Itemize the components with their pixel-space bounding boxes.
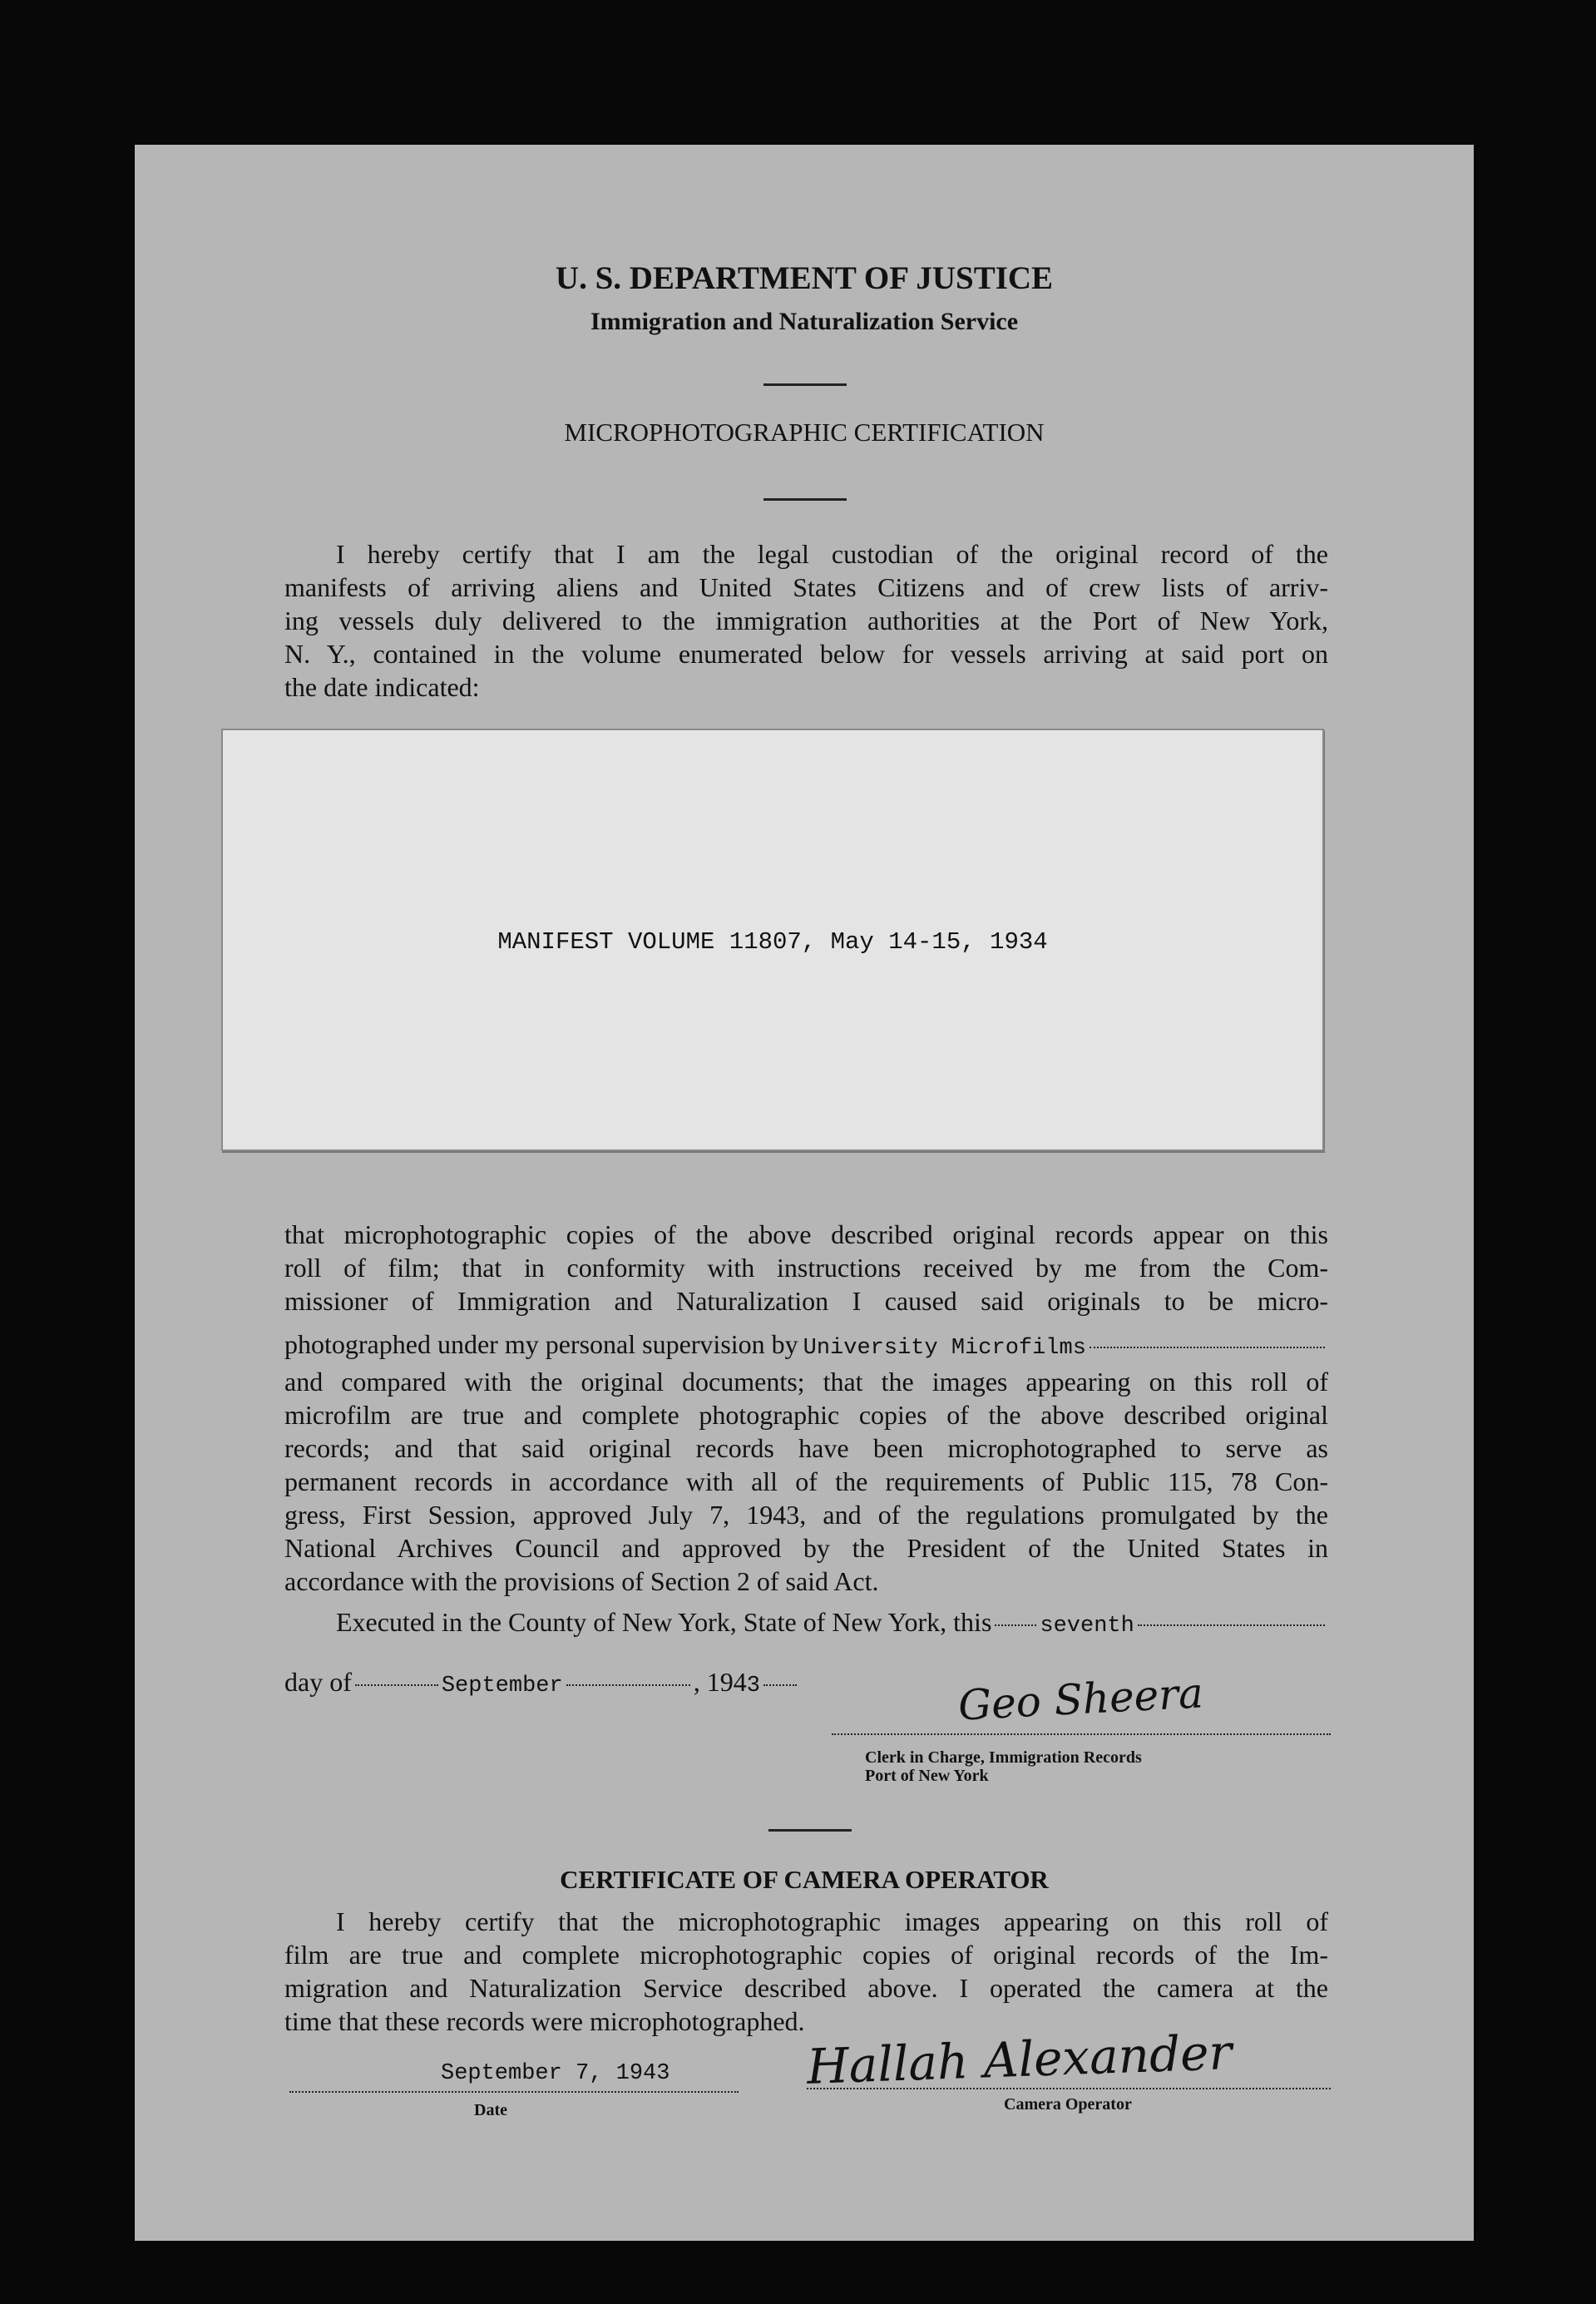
intro-line: I hereby certify that I am the legal custodian of the original record of the xyxy=(336,539,1328,569)
intro-line: manifests of arriving aliens and United States Citizens and of crew lists of arriv- xyxy=(284,572,1328,602)
dotted-fill-line xyxy=(763,1684,797,1686)
year-value: 3 xyxy=(746,1674,760,1698)
certification-title: MICROPHOTOGRAPHIC CERTIFICATION xyxy=(564,418,1045,447)
camera-date-value: September 7, 1943 xyxy=(441,2061,670,2086)
month-value: September xyxy=(441,1674,563,1698)
camera-line: time that these records were microphotographed. xyxy=(284,2006,805,2036)
dotted-fill-line xyxy=(1138,1624,1325,1626)
camera-date-label: Date xyxy=(474,2101,507,2119)
clerk-location: Port of New York xyxy=(865,1767,989,1785)
certificate-page xyxy=(135,145,1474,2241)
manifest-volume-label: MANIFEST VOLUME 11807, May 14-15, 1934 xyxy=(497,928,1048,956)
year-prefix: , 194 xyxy=(693,1667,747,1697)
executed-prefix: Executed in the County of New York, State of New York, this xyxy=(336,1607,992,1637)
service-subtitle: Immigration and Naturalization Service xyxy=(590,308,1019,335)
body-line: National Archives Council and approved by the President of the United States in xyxy=(284,1533,1328,1563)
dotted-fill-line xyxy=(355,1684,438,1686)
header-divider xyxy=(763,383,847,386)
title-divider xyxy=(763,498,847,501)
camera-line: migration and Naturalization Service described above. I operated the camera at the xyxy=(284,1973,1328,2003)
body-line: microfilm are true and complete photographic copies of the above described original xyxy=(284,1400,1328,1430)
body-line: permanent records in accordance with all of the requirements of Public 115, 78 Con- xyxy=(284,1466,1328,1496)
body-line: accordance with the provisions of Section 2 of said Act. xyxy=(284,1566,879,1596)
body-line: records; and that said original records have been microphotographed to serve as xyxy=(284,1433,1328,1463)
executed-line xyxy=(284,1605,1328,1643)
date-line xyxy=(284,1665,800,1703)
dotted-fill-line xyxy=(1090,1347,1325,1348)
camera-paragraph xyxy=(284,1905,1328,2038)
day-value: seventh xyxy=(1040,1614,1134,1639)
day-of-label: day of xyxy=(284,1667,352,1697)
body-line: missioner of Immigration and Naturalization I caused said originals to be micro- xyxy=(284,1286,1328,1316)
intro-paragraph xyxy=(284,537,1328,704)
supervision-value: University Microfilms xyxy=(803,1336,1086,1361)
body-line: roll of film; that in conformity with instructions received by me from the Com- xyxy=(284,1253,1328,1283)
body-line: and compared with the original documents; that the images appearing on this roll of xyxy=(284,1367,1328,1397)
intro-line: the date indicated: xyxy=(284,672,480,702)
body-paragraph xyxy=(284,1218,1328,1598)
camera-line: film are true and complete microphotographic copies of original records of the Im- xyxy=(284,1940,1328,1970)
clerk-title: Clerk in Charge, Immigration Records xyxy=(865,1748,1142,1767)
agency-title: U. S. DEPARTMENT OF JUSTICE xyxy=(555,260,1054,296)
section-divider xyxy=(768,1829,852,1832)
camera-date-line xyxy=(289,2091,739,2093)
clerk-signature: Geo Sheera xyxy=(956,1669,1205,1730)
body-line: gress, First Session, approved July 7, 1943, and of the regulations promulgated by the xyxy=(284,1500,1328,1530)
camera-line: I hereby certify that the microphotographic images appearing on this roll of xyxy=(336,1906,1328,1936)
operator-signature: Hallah Alexander xyxy=(805,2024,1233,2095)
dotted-fill-line xyxy=(995,1624,1036,1626)
intro-line: N. Y., contained in the volume enumerated below for vessels arriving at said port on xyxy=(284,639,1328,669)
body-line: that microphotographic copies of the above described original records appear on this xyxy=(284,1219,1328,1249)
operator-label: Camera Operator xyxy=(1004,2095,1132,2114)
operator-signature-line xyxy=(807,2088,1331,2089)
intro-line: ing vessels duly delivered to the immigration authorities at the Port of New York, xyxy=(284,606,1328,635)
clerk-signature-line xyxy=(832,1733,1331,1735)
camera-heading: CERTIFICATE OF CAMERA OPERATOR xyxy=(560,1865,1049,1894)
supervision-prefix: photographed under my personal supervision by xyxy=(284,1329,798,1359)
manifest-insert xyxy=(221,729,1324,1151)
supervision-line xyxy=(284,1328,1328,1365)
dotted-fill-line xyxy=(566,1684,690,1686)
